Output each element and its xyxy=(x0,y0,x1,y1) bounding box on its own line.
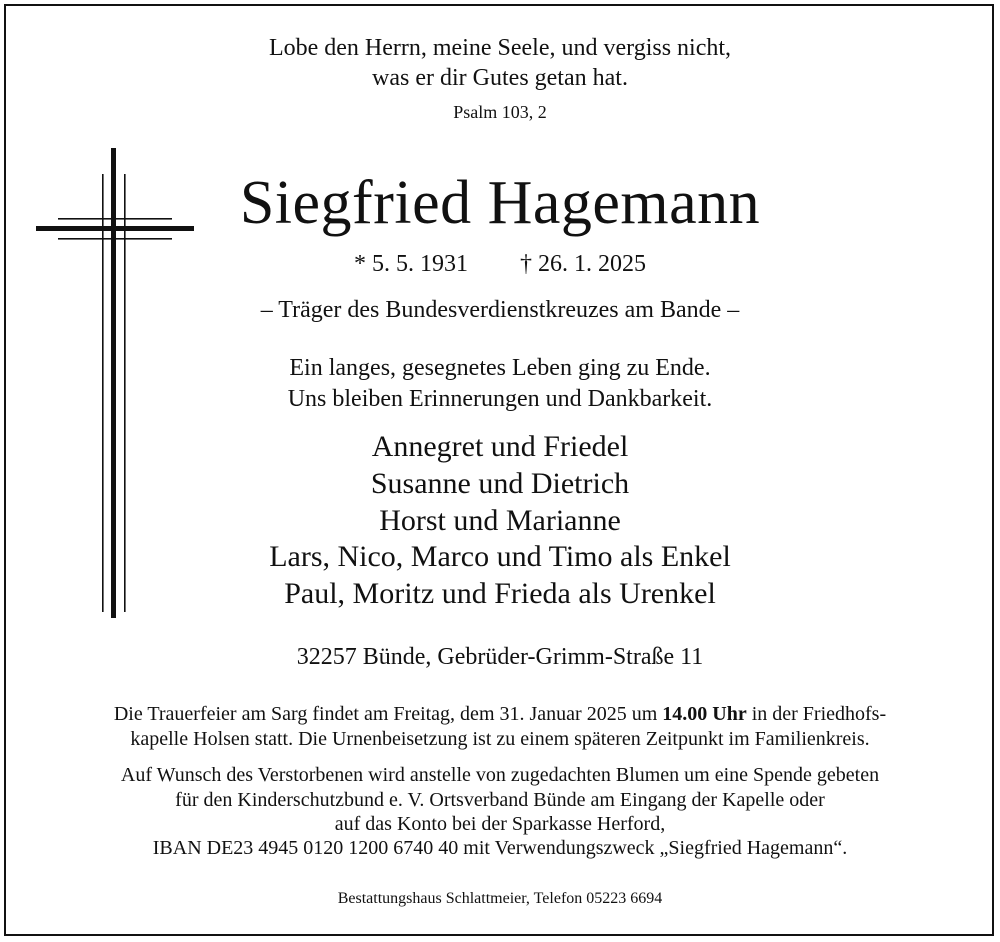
family-address: 32257 Bünde, Gebrüder-Grimm-Straße 11 xyxy=(296,644,704,670)
family-member: Horst und Marianne xyxy=(379,504,621,537)
funeral-notice-line-2: kapelle Holsen statt. Die Urnenbeisetzung ist zu einem späteren Zeitpunkt im Familienkreis. xyxy=(130,728,870,750)
bible-verse-line-1: Lobe den Herrn, meine Seele, und vergiss nicht, xyxy=(268,35,732,61)
family-member: Susanne und Dietrich xyxy=(370,467,630,500)
donation-notice-line-1: Auf Wunsch des Verstorbenen wird anstelle von zugedachten Blumen um eine Spende gebeten xyxy=(120,764,880,786)
family-member: Annegret und Friedel xyxy=(371,430,629,463)
donation-notice-line-3: auf das Konto bei der Sparkasse Herford, xyxy=(334,813,666,835)
notice-text: Die Trauerfeier am Sarg findet am Freitag, dem 31. Januar 2025 um xyxy=(113,703,663,725)
bible-verse-line-2: was er dir Gutes getan hat. xyxy=(372,65,628,91)
funeral-notice-line-1 xyxy=(0,704,1000,724)
death-date: † 26. 1. 2025 xyxy=(520,251,646,277)
funeral-time: 14.00 Uhr xyxy=(662,703,747,725)
award-line: – Träger des Bundesverdienstkreuzes am Bande – xyxy=(260,297,740,323)
donation-notice-line-2: für den Kinderschutzbund e. V. Ortsverband Bünde am Eingang der Kapelle oder xyxy=(175,789,825,811)
birth-date: * 5. 5. 1931 xyxy=(354,251,468,277)
tribute-line-1: Ein langes, gesegnetes Leben ging zu Ende. xyxy=(289,355,711,381)
life-dates xyxy=(0,252,1000,276)
bible-verse-reference: Psalm 103, 2 xyxy=(453,102,547,122)
family-member: Paul, Moritz und Frieda als Urenkel xyxy=(284,577,716,610)
donation-iban-line: IBAN DE23 4945 0120 1200 6740 40 mit Verwendungszweck „Siegfried Hagemann“. xyxy=(152,837,848,859)
family-member: Lars, Nico, Marco und Timo als Enkel xyxy=(269,540,731,573)
funeral-home-contact: Bestattungshaus Schlattmeier, Telefon 05223 6694 xyxy=(337,890,663,907)
notice-text: in der Friedhofs- xyxy=(746,703,887,725)
tribute-line-2: Uns bleiben Erinnerungen und Dankbarkeit. xyxy=(287,386,713,412)
deceased-name: Siegfried Hagemann xyxy=(239,169,761,237)
